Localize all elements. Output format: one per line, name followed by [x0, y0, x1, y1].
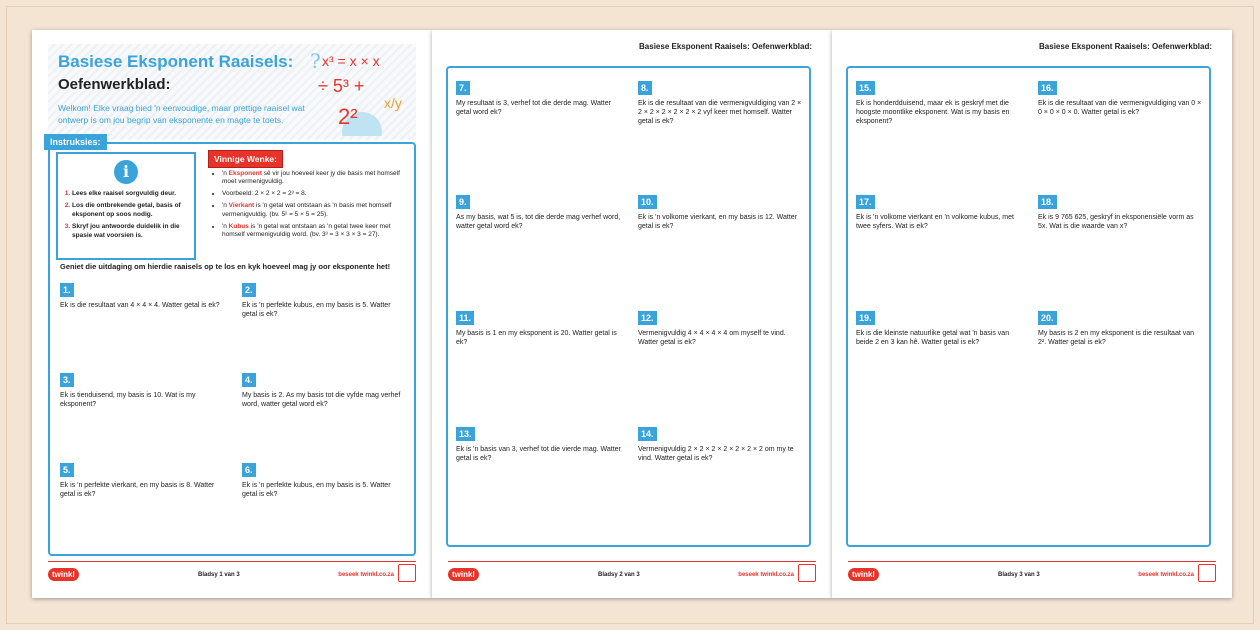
page-number: Bladsy 1 van 3 — [198, 572, 240, 578]
deco-line-1: x³ = x × x — [322, 53, 380, 69]
deco-line-2: ÷ 5³ + — [318, 76, 365, 96]
page-number: Bladsy 3 van 3 — [998, 572, 1040, 578]
running-header: Basiese Eksponent Raaisels: Oefenwerkblad: — [1039, 42, 1212, 51]
footer-url: beseek twinkl.co.za — [338, 572, 394, 578]
tip-item: • 'n Eksponent sê vir jou hoeveel keer jy die basis met homself moet vermenigvuldig. — [222, 170, 412, 186]
question-text: Ek is die resultaat van 4 × 4 × 4. Watter getal is ek? — [60, 302, 220, 309]
question-text: Ek is honderdduisend, maar ek is geskryf met die hoogste moontlike eksponent. Wat is my basis en eksponent? — [856, 100, 1010, 126]
math-decoration-image — [310, 50, 410, 136]
question-number: 10. — [638, 195, 657, 209]
question-text: Ek is 'n perfekte vierkant, en my basis is 8. Watter getal is ek? — [60, 482, 215, 499]
questions-box — [446, 66, 811, 547]
question-text: Ek is 9 765 625, geskryf in eksponensiële vorm as 5x. Wat is die waarde van x? — [1038, 214, 1194, 231]
question-text: Ek is 'n volkome vierkant, en my basis is 12. Watter getal is ek? — [638, 214, 798, 231]
question-text: Ek is 'n volkome vierkant en 'n volkome kubus, met twee syfers. Wat is ek? — [856, 214, 1014, 231]
question-number: 20. — [1038, 311, 1057, 325]
twinkl-logo: twinkl — [48, 568, 79, 581]
quality-badge-icon — [398, 564, 416, 582]
question-6 — [242, 460, 407, 499]
questions-box — [846, 66, 1211, 547]
question-number: 6. — [242, 463, 256, 477]
question-8 — [638, 78, 803, 126]
question-number: 13. — [456, 427, 475, 441]
quality-badge-icon — [798, 564, 816, 582]
question-20 — [1038, 308, 1203, 347]
instructions-list-box — [56, 152, 196, 260]
question-text: My basis is 1 en my eksponent is 20. Watter getal is ek? — [456, 330, 617, 347]
question-18 — [1038, 192, 1203, 231]
question-16 — [1038, 78, 1203, 117]
question-number: 2. — [242, 283, 256, 297]
footer-url: beseek twinkl.co.za — [1138, 572, 1194, 578]
question-text: Ek is die kleinste natuurlike getal wat 'n basis van beide 2 en 3 kan hê. Watter getal is ek? — [856, 330, 1010, 347]
twinkl-logo: twinkl — [448, 568, 479, 581]
question-19 — [856, 308, 1021, 347]
question-text: As my basis, wat 5 is, tot die derde mag verhef word, watter getal word ek? — [456, 214, 621, 231]
question-15 — [856, 78, 1021, 126]
question-number: 18. — [1038, 195, 1057, 209]
question-7 — [456, 78, 621, 117]
question-text: My basis is 2. As my basis tot die vyfde mag verhef word, watter getal word ek? — [242, 392, 401, 409]
question-3 — [60, 370, 225, 409]
question-text: Vermenigvuldig 2 × 2 × 2 × 2 × 2 × 2 × 2 om my te vind. Watter getal is ek? — [638, 446, 794, 463]
question-number: 11. — [456, 311, 474, 325]
question-number: 12. — [638, 311, 657, 325]
deco-line-4: x/y — [384, 95, 402, 111]
worksheet-page-2 — [432, 30, 832, 598]
question-number: 3. — [60, 373, 74, 387]
question-text: Vermenigvuldig 4 × 4 × 4 × 4 om myself te vind. Watter getal is ek? — [638, 330, 786, 347]
question-text: My basis is 2 en my eksponent is die resultaat van 2². Watter getal is ek? — [1038, 330, 1195, 347]
instructions-label: Instruksies: — [44, 134, 107, 150]
question-text: My resultaat is 3, verhef tot die derde mag. Watter getal word ek? — [456, 100, 611, 117]
title-header — [48, 44, 416, 140]
question-4 — [242, 370, 407, 409]
question-number: 19. — [856, 311, 875, 325]
intro-text: Welkom! Elke vraag bied 'n eenvoudige, maar prettige raaisel wat ontwerp is om jou begrip van eksponente en magte te toets. — [58, 103, 305, 126]
question-1 — [60, 280, 225, 310]
quick-tips-label: Vinnige Wenke: — [208, 150, 283, 168]
question-number: 16. — [1038, 81, 1057, 95]
challenge-text: Geniet die uitdaging om hierdie raaisels op te los en kyk hoeveel mag jy oor eksponente het! — [60, 262, 391, 271]
question-17 — [856, 192, 1021, 231]
quality-badge-icon — [1198, 564, 1216, 582]
instruction-item: 2. Los die ontbrekende getal, basis of eksponent op soos nodig. — [72, 202, 196, 219]
worksheet-page-1 — [32, 30, 432, 598]
question-number: 17. — [856, 195, 875, 209]
twinkl-logo: twinkl — [848, 568, 879, 581]
question-text: Ek is tienduisend, my basis is 10. Wat is my eksponent? — [60, 392, 196, 409]
question-9 — [456, 192, 621, 231]
svg-text:?: ? — [310, 50, 321, 73]
instruction-item: 1. Lees elke raaisel sorgvuldig deur. — [72, 190, 196, 198]
question-text: Ek is 'n perfekte kubus, en my basis is 5. Watter getal is ek? — [242, 302, 391, 319]
question-text: Ek is die resultaat van die vermenigvuldiging van 2 × 2 × 2 × 2 × 2 × 2 × 2 vyf keer met homself. Watter getal is ek? — [638, 100, 802, 126]
running-header: Basiese Eksponent Raaisels: Oefenwerkblad: — [639, 42, 812, 51]
deco-line-3: 2² — [338, 104, 358, 129]
tip-item: • Voorbeeld: 2 × 2 × 2 = 2³ = 8. — [222, 190, 412, 198]
page-footer — [848, 561, 1216, 586]
footer-url: beseek twinkl.co.za — [738, 572, 794, 578]
question-number: 5. — [60, 463, 74, 477]
page-footer — [48, 561, 416, 586]
question-number: 8. — [638, 81, 652, 95]
question-text: Ek is 'n perfekte kubus, en my basis is 5. Watter getal is ek? — [242, 482, 391, 499]
question-11 — [456, 308, 621, 347]
page-footer — [448, 561, 816, 586]
question-2 — [242, 280, 407, 319]
question-14 — [638, 424, 803, 463]
quick-tips-list — [212, 170, 412, 243]
question-text: Ek is 'n basis van 3, verhef tot die vierde mag. Watter getal is ek? — [456, 446, 621, 463]
instruction-item: 3. Skryf jou antwoorde duidelik in die spasie wat voorsien is. — [72, 223, 196, 240]
question-number: 9. — [456, 195, 470, 209]
question-number: 15. — [856, 81, 875, 95]
info-icon: i — [114, 160, 138, 184]
worksheet-page-3 — [832, 30, 1232, 598]
question-number: 14. — [638, 427, 657, 441]
question-5 — [60, 460, 225, 499]
question-text: Ek is die resultaat van die vermenigvuldiging van 0 × 0 × 0 × 0 × 0. Watter getal is ek? — [1038, 100, 1202, 117]
tip-item: • 'n Kubus is 'n getal wat ontstaan as 'n getal twee keer met homself vermenigvuldig word. (bv. 3³ = 3 × 3 × 3 = 27). — [222, 223, 412, 239]
question-12 — [638, 308, 803, 347]
question-number: 7. — [456, 81, 470, 95]
page-subtitle: Oefenwerkblad: — [58, 76, 171, 93]
question-10 — [638, 192, 803, 231]
question-number: 4. — [242, 373, 256, 387]
tip-item: • 'n Vierkant is 'n getal wat ontstaan as 'n basis met homself vermenigvuldig. (bv. 5² = 5 × 5 = 25). — [222, 202, 412, 218]
page-number: Bladsy 2 van 3 — [598, 572, 640, 578]
page-title: Basiese Eksponent Raaisels: — [58, 52, 294, 71]
question-number: 1. — [60, 283, 74, 297]
question-13 — [456, 424, 621, 463]
